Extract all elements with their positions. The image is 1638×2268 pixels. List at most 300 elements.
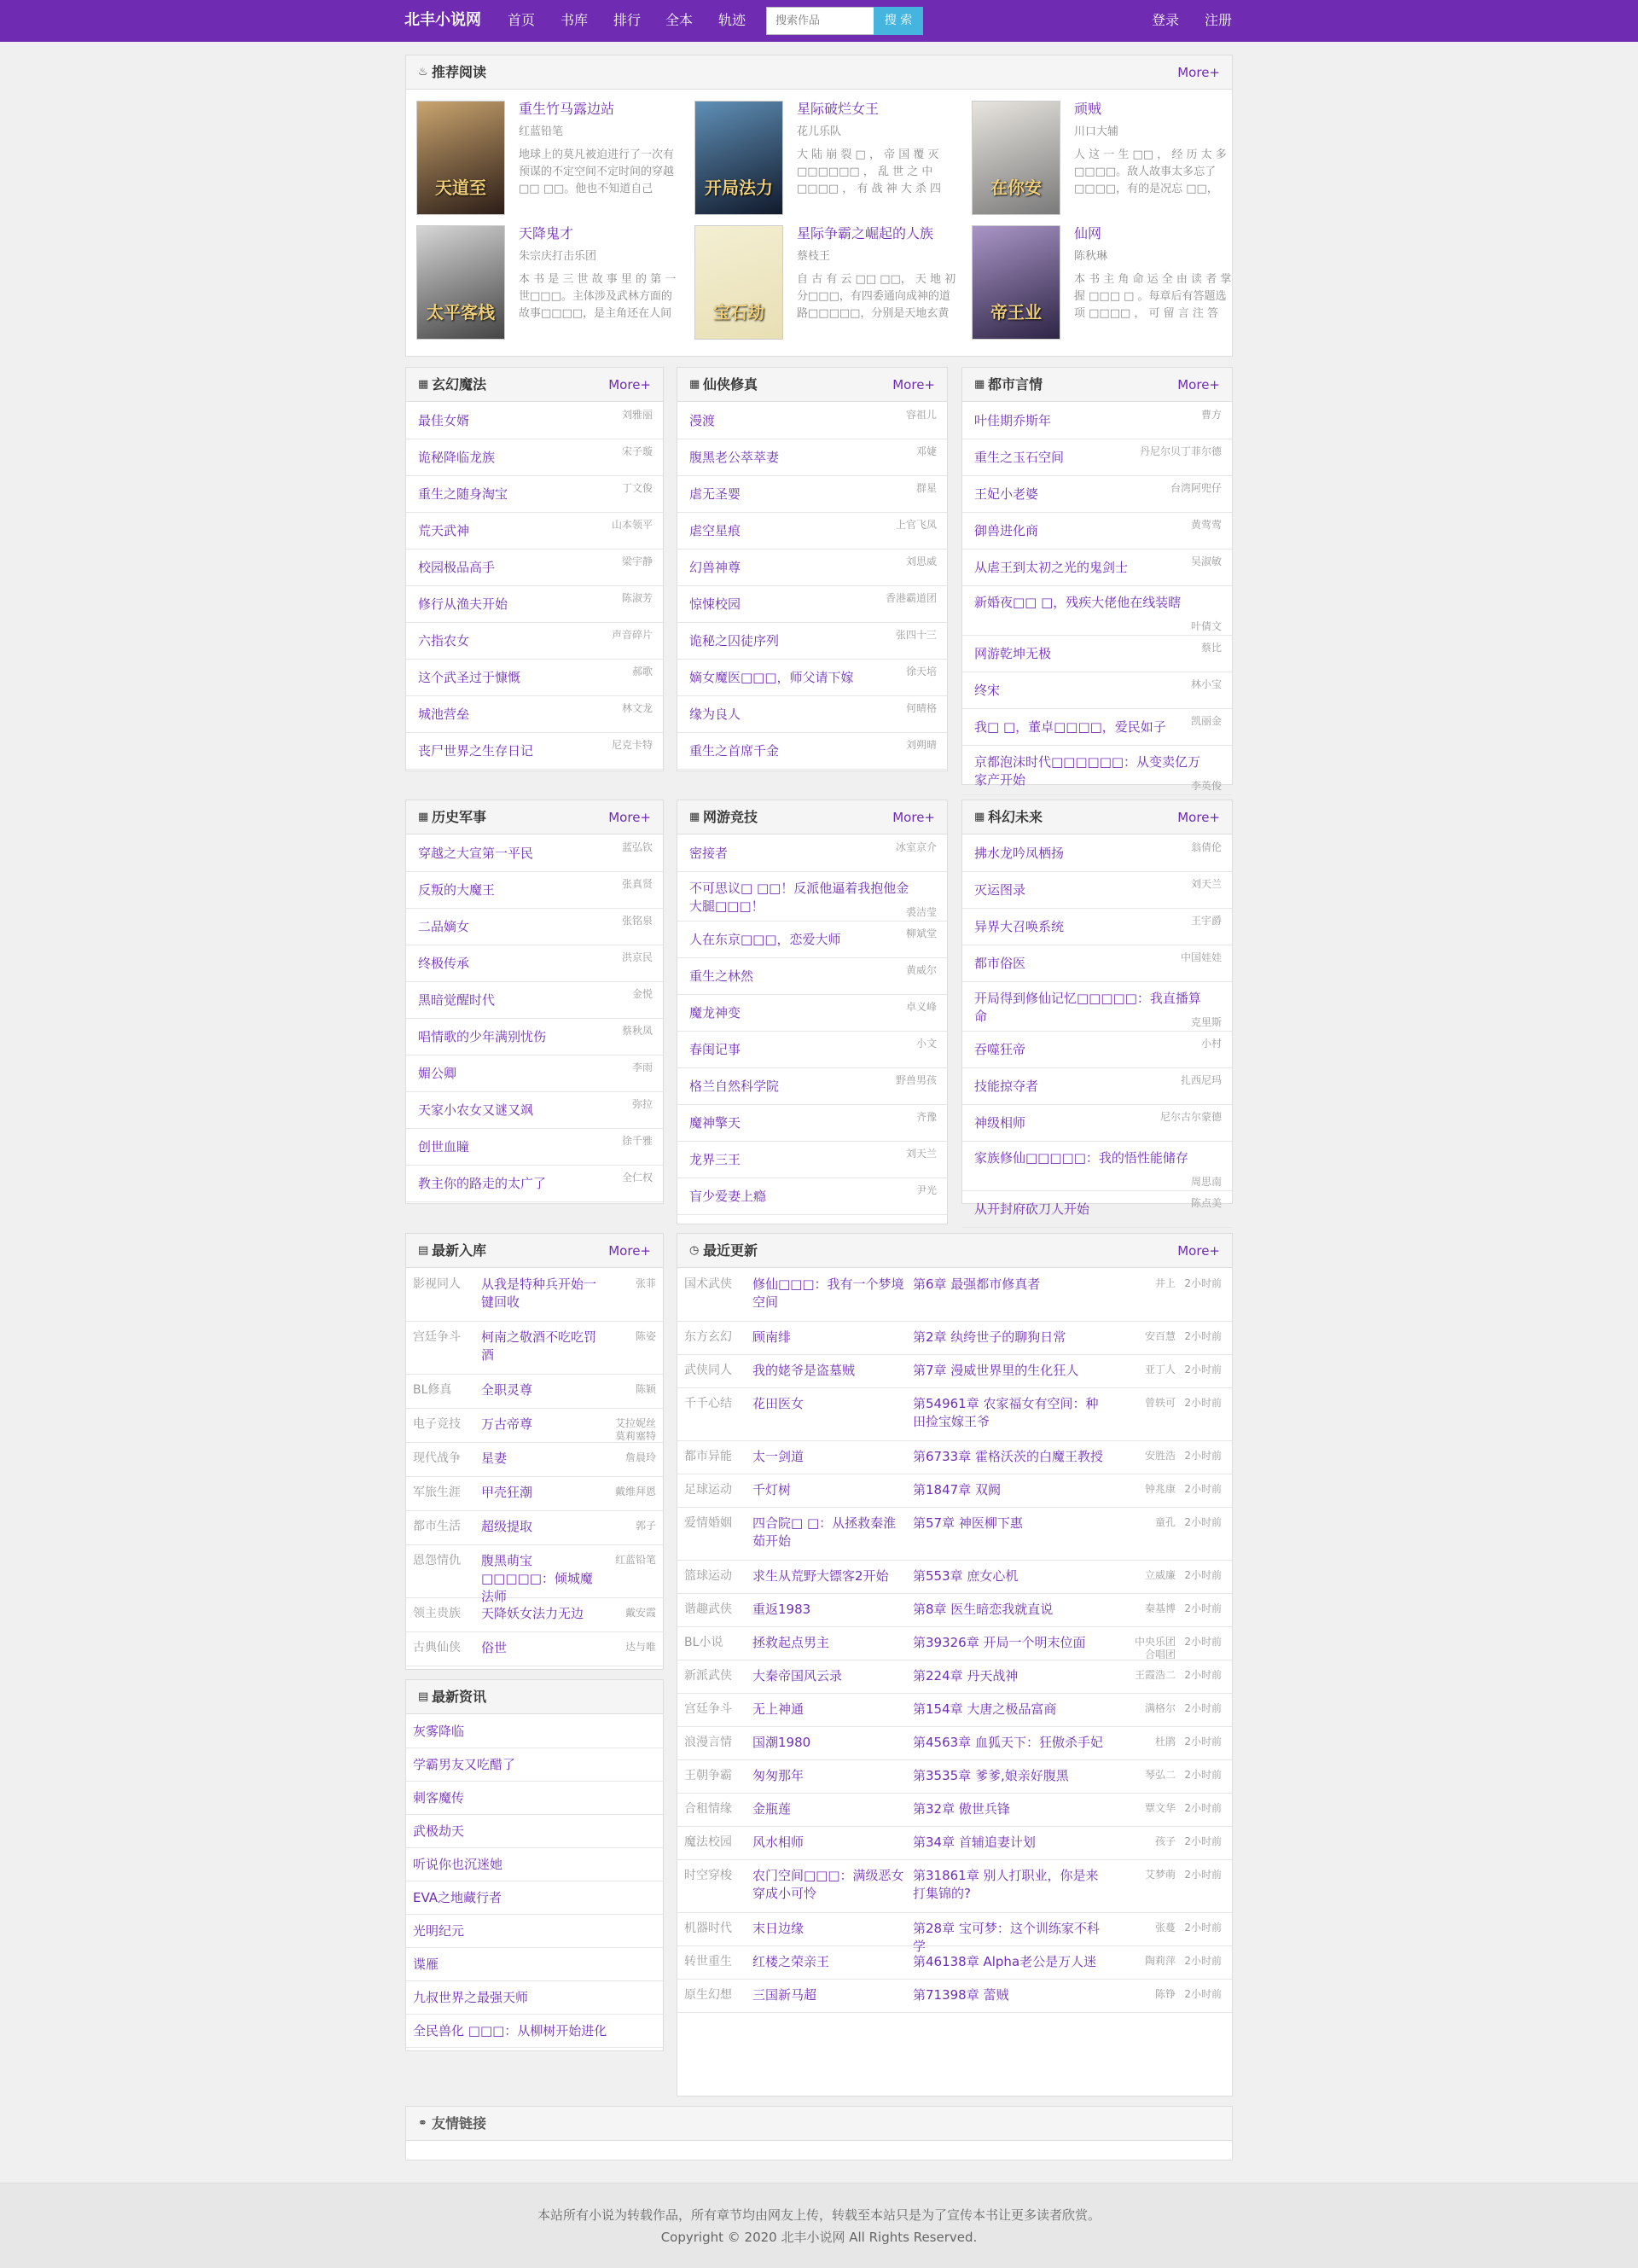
nav-completed[interactable]: 全本 [665, 12, 694, 28]
book-title-link[interactable]: 重生之随身淘宝 [418, 486, 508, 502]
book-title-link[interactable]: 春闺记事 [689, 1042, 741, 1057]
list-item[interactable] [962, 513, 1232, 550]
list-item[interactable] [962, 1032, 1232, 1068]
list-item[interactable] [677, 1178, 947, 1215]
book-card[interactable] [694, 101, 962, 215]
more-link[interactable]: More+ [608, 377, 651, 393]
list-item[interactable] [406, 1598, 663, 1632]
list-item[interactable] [406, 403, 663, 439]
book-title-link[interactable]: 大秦帝国风云录 [752, 1668, 843, 1684]
book-title-link[interactable]: 风水相师 [752, 1835, 804, 1850]
book-title-link[interactable]: 三国新马超 [752, 1987, 817, 2003]
category-label[interactable]: BL修真 [413, 1383, 452, 1397]
category-label[interactable]: 影视同人 [413, 1277, 461, 1291]
category-label[interactable]: 军旅生涯 [413, 1486, 461, 1499]
book-title-link[interactable]: 都市俗医 [974, 956, 1026, 971]
book-title-link[interactable]: 御兽进化商 [974, 523, 1039, 538]
book-title-link[interactable]: 反叛的大魔王 [418, 882, 496, 898]
book-title-link[interactable]: 最佳女婿 [418, 413, 470, 428]
book-title-link[interactable]: 王妃小老婆 [974, 486, 1039, 502]
book-title-link[interactable]: 重生之林然 [689, 968, 754, 984]
chapter-link[interactable]: 第28章 宝可梦：这个训练家不科学 [913, 1921, 1100, 1954]
book-title-link[interactable]: 人在东京□□□，恋爱大师 [689, 932, 841, 947]
book-author: 红蓝铅笔 [519, 125, 564, 138]
category-label[interactable]: 新派武侠 [684, 1669, 732, 1683]
book-author: 刘思威 [905, 555, 937, 567]
book-author: 王宇爵 [1190, 915, 1222, 927]
list-item[interactable] [406, 1019, 663, 1055]
book-title-link[interactable]: 校园极品高手 [418, 560, 496, 575]
category-label[interactable]: 浪漫言情 [684, 1736, 732, 1749]
list-item[interactable] [677, 1105, 947, 1142]
book-title-link[interactable]: 顾南绯 [752, 1329, 792, 1345]
list-item[interactable] [677, 1508, 1232, 1561]
list-item[interactable] [962, 1142, 1232, 1191]
book-title-link[interactable]: 拂水龙吟凤栖扬 [974, 846, 1065, 861]
list-item[interactable] [406, 982, 663, 1019]
news-title-link[interactable]: 学霸男友又吃醋了 [413, 1757, 516, 1772]
book-title-link[interactable]: 红楼之荣亲王 [752, 1954, 830, 1969]
book-title-link[interactable]: 我的姥爷是盗墓贼 [752, 1363, 856, 1378]
panel-title: 推荐阅读 [432, 64, 487, 80]
news-item[interactable] [406, 1815, 663, 1848]
category-label[interactable]: 都市异能 [684, 1450, 732, 1463]
chapter-link[interactable]: 第154章 大唐之极品富商 [913, 1701, 1057, 1717]
book-title-link[interactable]: 国潮1980 [752, 1735, 811, 1750]
news-title-link[interactable]: 刺客魔传 [413, 1790, 465, 1806]
category-label[interactable]: 宫廷争斗 [684, 1702, 732, 1716]
list-item[interactable] [962, 909, 1232, 945]
book-card[interactable] [972, 101, 1240, 215]
book-title-link[interactable]: 天家小农女又谜又飒 [418, 1102, 534, 1118]
category-label[interactable]: 时空穿梭 [684, 1869, 732, 1882]
book-title-link[interactable]: 魔龙神变 [689, 1005, 741, 1021]
book-cover[interactable] [416, 225, 505, 340]
list-item[interactable] [677, 1388, 1232, 1441]
chapter-link[interactable]: 第553章 庶女心机 [913, 1568, 1019, 1584]
book-title-link[interactable]: 求生从荒野大镖客2开始 [752, 1568, 889, 1584]
list-item[interactable] [962, 1068, 1232, 1105]
book-title-link[interactable]: 荒天武神 [418, 523, 470, 538]
list-item[interactable] [962, 982, 1232, 1032]
list-item[interactable] [962, 672, 1232, 709]
book-title-link[interactable]: 城池营垒 [418, 707, 470, 722]
book-title-link[interactable]: 金瓶莲 [752, 1801, 792, 1817]
list-item[interactable] [962, 709, 1232, 746]
book-cover[interactable] [694, 101, 783, 215]
book-title-link[interactable]: 媚公卿 [418, 1066, 457, 1081]
book-author: 群星 [915, 482, 937, 494]
book-title-link[interactable]: 超级提取 [481, 1519, 533, 1534]
list-item[interactable] [677, 1794, 1232, 1827]
category-label[interactable]: 千千心结 [684, 1397, 732, 1410]
list-item[interactable] [677, 1142, 947, 1178]
book-author: 郭子 [635, 1520, 656, 1532]
chapter-link[interactable]: 第1847章 双阙 [913, 1482, 1001, 1497]
more-link[interactable]: More+ [1177, 1243, 1220, 1259]
search-button[interactable]: 搜 索 [874, 7, 923, 35]
book-title-link[interactable]: 黑暗觉醒时代 [418, 992, 496, 1008]
book-title-link[interactable]: 漫渡 [689, 413, 716, 428]
list-item[interactable] [406, 1477, 663, 1511]
news-title-link[interactable]: 灰雾降临 [413, 1724, 465, 1739]
list-item[interactable] [406, 439, 663, 476]
list-item[interactable] [677, 1913, 1232, 1954]
nav-history[interactable]: 轨迹 [718, 12, 746, 28]
book-title-link[interactable]: 神级相师 [974, 1115, 1026, 1131]
book-title-link[interactable]: 从我是特种兵开始一键回收 [481, 1276, 597, 1310]
more-link[interactable]: More+ [892, 377, 935, 393]
book-title[interactable]: 仙网 [1074, 225, 1102, 241]
book-title-link[interactable]: 诡秘降临龙族 [418, 450, 496, 465]
list-item[interactable] [677, 1860, 1232, 1913]
register-link[interactable]: 注册 [1205, 12, 1233, 28]
list-item[interactable] [677, 835, 947, 872]
category-label[interactable]: 宫廷争斗 [413, 1330, 461, 1344]
book-title-link[interactable]: 匆匆那年 [752, 1768, 804, 1783]
category-label[interactable]: 爱情婚姻 [684, 1516, 732, 1530]
news-title-link[interactable]: 武极劫天 [413, 1823, 465, 1839]
list-item[interactable] [677, 1068, 947, 1105]
list-item[interactable] [677, 476, 947, 513]
book-title-link[interactable]: 龙界三王 [689, 1152, 741, 1167]
list-item[interactable] [677, 1322, 1232, 1355]
category-label[interactable]: 现代战争 [413, 1451, 461, 1465]
book-card[interactable] [416, 101, 684, 215]
chapter-link[interactable]: 第54961章 农家福女有空间：种田捡宝嫁王爷 [913, 1396, 1099, 1429]
chapter-link[interactable]: 第6733章 霍格沃茨的白魔王教授 [913, 1449, 1103, 1464]
list-item[interactable] [677, 439, 947, 476]
list-item[interactable] [962, 586, 1232, 636]
book-title-link[interactable]: 从开封府砍刀人开始 [974, 1201, 1090, 1217]
news-title-link[interactable]: 听说你也沉迷她 [413, 1857, 503, 1872]
chapter-link[interactable]: 第7章 漫威世界里的生化狂人 [913, 1363, 1079, 1378]
site-logo[interactable]: 北丰小说网 [404, 11, 481, 29]
news-item[interactable] [406, 1881, 663, 1915]
book-title-link[interactable]: 修仙□□□：我有一个梦境空间 [752, 1276, 904, 1310]
chapter-link[interactable]: 第34章 首辅追妻计划 [913, 1835, 1036, 1850]
book-title[interactable]: 顽贼 [1074, 101, 1102, 117]
book-title-link[interactable]: 腹黑萌宝□□□□□：倾城魔法师 [481, 1553, 593, 1604]
book-title-link[interactable]: 盲少爱妻上瘾 [689, 1189, 767, 1204]
list-item[interactable] [677, 586, 947, 623]
chapter-link[interactable]: 第2章 纨绔世子的聊狗日常 [913, 1329, 1066, 1345]
category-label[interactable]: 恩怨情仇 [413, 1554, 461, 1567]
book-title-link[interactable]: 缘为良人 [689, 707, 741, 722]
book-title-link[interactable]: 四合院□ □：从拯救秦淮茹开始 [752, 1515, 897, 1549]
book-title-link[interactable]: 幻兽神尊 [689, 560, 741, 575]
news-item[interactable] [406, 1948, 663, 1981]
list-item[interactable] [962, 636, 1232, 672]
list-item[interactable] [406, 660, 663, 696]
book-title-link[interactable]: 天降妖女法力无边 [481, 1606, 584, 1621]
list-item[interactable] [406, 623, 663, 660]
book-title-link[interactable]: 唱情歌的少年满别忧伤 [418, 1029, 547, 1044]
book-title-link[interactable]: 虐无圣婴 [689, 486, 741, 502]
list-item[interactable] [406, 1129, 663, 1166]
book-title-link[interactable]: 密接者 [689, 846, 729, 861]
list-item[interactable] [406, 1545, 663, 1604]
list-item[interactable] [406, 1511, 663, 1545]
list-item[interactable] [406, 909, 663, 945]
chapter-link[interactable]: 第32章 傲世兵锋 [913, 1801, 1010, 1817]
category-label[interactable]: 合租情缘 [684, 1802, 732, 1816]
more-link[interactable]: More+ [608, 810, 651, 825]
chapter-link[interactable]: 第57章 神医柳下惠 [913, 1515, 1023, 1531]
book-title-link[interactable]: 终极传承 [418, 956, 470, 971]
book-cover[interactable] [694, 225, 783, 340]
book-title-link[interactable]: 万古帝尊 [481, 1416, 533, 1432]
book-cover[interactable] [972, 101, 1060, 215]
chapter-link[interactable]: 第3535章 爹爹,娘亲好腹黑 [913, 1768, 1069, 1783]
list-item[interactable] [677, 1727, 1232, 1760]
book-title-link[interactable]: 俗世 [481, 1640, 508, 1655]
category-label[interactable]: 电子竞技 [413, 1417, 461, 1431]
book-title-link[interactable]: 嫡女魔医□□□，师父请下嫁 [689, 670, 854, 685]
list-item[interactable] [406, 1375, 663, 1409]
list-item[interactable] [406, 945, 663, 982]
list-item[interactable] [677, 1441, 1232, 1474]
list-item[interactable] [677, 696, 947, 733]
news-item[interactable] [406, 1715, 663, 1748]
book-cover[interactable] [416, 101, 505, 215]
list-item[interactable] [677, 660, 947, 696]
book-title-link[interactable]: 重生之玉石空间 [974, 450, 1065, 465]
book-title-link[interactable]: 修行从渔夫开始 [418, 596, 508, 612]
book-title[interactable]: 星际争霸之崛起的人族 [797, 225, 934, 241]
book-title-link[interactable]: 重返1983 [752, 1602, 811, 1617]
list-item[interactable] [406, 1322, 663, 1375]
news-item[interactable] [406, 2015, 663, 2048]
more-link[interactable]: More+ [892, 810, 935, 825]
book-title-link[interactable]: 叶佳期乔斯年 [974, 413, 1052, 428]
book-title[interactable]: 天降鬼才 [519, 225, 574, 241]
list-item[interactable] [962, 403, 1232, 439]
list-item[interactable] [406, 586, 663, 623]
chapter-link[interactable]: 第8章 医生暗恋我就直说 [913, 1602, 1054, 1617]
list-item[interactable] [406, 696, 663, 733]
book-author: 卓义峰 [905, 1001, 937, 1013]
book-title-link[interactable]: 太一剑道 [752, 1449, 804, 1464]
book-title-link[interactable]: 异界大召唤系统 [974, 919, 1065, 934]
book-title[interactable]: 重生竹马露边站 [519, 101, 615, 117]
book-author: 陈姿 [635, 1330, 656, 1342]
list-item[interactable] [406, 733, 663, 770]
list-item[interactable] [406, 1166, 663, 1202]
list-item[interactable] [406, 550, 663, 586]
list-item[interactable] [677, 1594, 1232, 1627]
book-title-link[interactable]: 末日边缘 [752, 1921, 804, 1936]
more-link[interactable]: More+ [608, 1243, 651, 1259]
list-item[interactable] [677, 1827, 1232, 1860]
nav-ranking[interactable]: 排行 [613, 12, 642, 28]
book-title-link[interactable]: 农门空间□□□：满级恶女穿成小可怜 [752, 1868, 904, 1901]
list-item[interactable] [677, 1269, 1232, 1322]
list-item[interactable] [677, 1355, 1232, 1388]
list-item[interactable] [962, 746, 1232, 795]
chapter-link[interactable]: 第31861章 别人打职业，你是来打集锦的? [913, 1868, 1099, 1901]
category-label[interactable]: 王朝争霸 [684, 1769, 732, 1782]
list-item[interactable] [406, 1269, 663, 1322]
book-title-link[interactable]: 无上神通 [752, 1701, 804, 1717]
book-title-link[interactable]: 灭运图录 [974, 882, 1026, 898]
list-item[interactable] [677, 1627, 1232, 1660]
category-label[interactable]: 篮球运动 [684, 1569, 732, 1583]
list-item[interactable] [677, 1694, 1232, 1727]
book-cover[interactable] [972, 225, 1060, 340]
list-item[interactable] [677, 550, 947, 586]
more-link[interactable]: More+ [1177, 810, 1220, 825]
book-title-link[interactable]: 家族修仙□□□□□：我的悟性能储存 [974, 1150, 1188, 1166]
book-title[interactable]: 星际破烂女王 [797, 101, 880, 117]
category-label[interactable]: 机器时代 [684, 1922, 732, 1935]
nav-library[interactable]: 书库 [561, 12, 589, 28]
news-item[interactable] [406, 1748, 663, 1782]
book-title-link[interactable]: 千灯树 [752, 1482, 792, 1497]
news-title-link[interactable]: 全民兽化 □□□：从柳树开始进化 [413, 2023, 607, 2038]
list-item[interactable] [677, 1760, 1232, 1794]
list-item[interactable] [962, 550, 1232, 586]
news-item[interactable] [406, 1848, 663, 1881]
news-title-link[interactable]: EVA之地藏行者 [413, 1890, 502, 1905]
list-item[interactable] [962, 872, 1232, 909]
list-item[interactable] [677, 872, 947, 922]
search-input[interactable] [766, 7, 874, 35]
book-title-link[interactable]: 六指农女 [418, 633, 470, 648]
list-item[interactable] [406, 1632, 663, 1666]
news-item[interactable] [406, 1915, 663, 1948]
book-title-link[interactable]: 虐空星痕 [689, 523, 741, 538]
list-item[interactable] [406, 872, 663, 909]
book-title-link[interactable]: 腹黑老公萃萃妻 [689, 450, 780, 465]
book-title-link[interactable]: 开局得到修仙记忆□□□□□：我直播算命 [974, 991, 1201, 1024]
book-card[interactable] [972, 225, 1240, 340]
book-title-link[interactable]: 不可思议□ □□！反派他逼着我抱他金大腿□□□！ [689, 881, 909, 914]
list-item[interactable] [677, 623, 947, 660]
book-title-link[interactable]: 二品嫡女 [418, 919, 470, 934]
list-item[interactable] [406, 513, 663, 550]
list-item[interactable] [962, 835, 1232, 872]
list-item[interactable] [677, 1980, 1232, 2013]
book-title-link[interactable]: 格兰自然科学院 [689, 1079, 780, 1094]
list-item[interactable] [677, 1561, 1232, 1594]
category-label[interactable]: 武侠同人 [684, 1364, 732, 1377]
list-item[interactable] [962, 476, 1232, 513]
book-title-link[interactable]: 我□ □，董卓□□□□，爱民如子 [974, 719, 1166, 735]
list-item[interactable] [406, 476, 663, 513]
book-title-link[interactable]: 诡秘之囚徒序列 [689, 633, 780, 648]
category-label[interactable]: 领主贵族 [413, 1607, 461, 1620]
book-author: 梁宇静 [621, 555, 653, 567]
book-card[interactable] [694, 225, 962, 340]
category-label[interactable]: 魔法校园 [684, 1835, 732, 1849]
book-title-link[interactable]: 穿越之大宣第一平民 [418, 846, 534, 861]
login-link[interactable]: 登录 [1152, 12, 1180, 28]
list-item[interactable] [677, 733, 947, 770]
news-title-link[interactable]: 谍雁 [413, 1957, 439, 1972]
book-title-link[interactable]: 魔神擎天 [689, 1115, 741, 1131]
list-item[interactable] [677, 958, 947, 995]
book-author: 刘朔晴 [905, 739, 937, 751]
book-title-link[interactable]: 星妻 [481, 1451, 508, 1466]
list-item[interactable] [677, 922, 947, 958]
book-title-link[interactable]: 京都泡沫时代□□□□□□：从变卖亿万家产开始 [974, 754, 1201, 788]
book-title-link[interactable]: 这个武圣过于慷慨 [418, 670, 521, 685]
chapter-link[interactable]: 第46138章 Alpha老公是万人迷 [913, 1954, 1097, 1969]
list-item[interactable] [677, 403, 947, 439]
book-title-link[interactable]: 柯南之敬酒不吃吃罚酒 [481, 1329, 597, 1363]
chapter-link[interactable]: 第4563章 血狐天下：狂傲杀手妃 [913, 1735, 1103, 1750]
book-title-link[interactable]: 丧尸世界之生存日记 [418, 743, 534, 759]
list-item[interactable] [677, 1946, 1232, 1980]
category-label[interactable]: 都市生活 [413, 1520, 461, 1533]
book-title-link[interactable]: 从虐王到太初之光的鬼剑士 [974, 560, 1129, 575]
book-title-link[interactable]: 技能掠夺者 [974, 1079, 1039, 1094]
list-item[interactable] [962, 1191, 1232, 1228]
list-item[interactable] [677, 1660, 1232, 1694]
footer [0, 2183, 1638, 2268]
list-item[interactable] [406, 1443, 663, 1477]
chapter-link[interactable]: 第6章 最强都市修真者 [913, 1276, 1041, 1292]
list-item[interactable] [677, 1032, 947, 1068]
category-label[interactable]: 国术武侠 [684, 1277, 732, 1291]
category-label[interactable]: 转世重生 [684, 1955, 732, 1969]
book-title-link[interactable]: 吞噬狂帝 [974, 1042, 1026, 1057]
news-title-link[interactable]: 九叔世界之最强天师 [413, 1990, 529, 2005]
news-item[interactable] [406, 1981, 663, 2015]
list-item[interactable] [406, 1409, 663, 1443]
list-item[interactable] [962, 1105, 1232, 1142]
category-label[interactable]: 原生幻想 [684, 1988, 732, 2002]
category-label[interactable]: 古典仙侠 [413, 1641, 461, 1654]
chapter-link[interactable]: 第224章 丹天战神 [913, 1668, 1019, 1684]
chapter-link[interactable]: 第71398章 蕾贼 [913, 1987, 1009, 2003]
more-link[interactable]: More+ [1177, 65, 1220, 80]
news-item[interactable] [406, 1782, 663, 1815]
category-label[interactable]: 东方玄幻 [684, 1330, 732, 1344]
book-title-link[interactable]: 教主你的路走的太广了 [418, 1176, 547, 1191]
category-label[interactable]: BL小说 [684, 1636, 723, 1649]
list-item[interactable] [962, 945, 1232, 982]
panel-title: 网游竞技 [703, 809, 758, 825]
list-item[interactable] [677, 513, 947, 550]
book-title-link[interactable]: 甲壳狂潮 [481, 1485, 533, 1500]
list-item[interactable] [677, 995, 947, 1032]
list-item[interactable] [962, 439, 1232, 476]
chapter-link[interactable]: 第39326章 开局一个明末位面 [913, 1635, 1086, 1650]
book-title-link[interactable]: 惊悚校园 [689, 596, 741, 612]
more-link[interactable]: More+ [1177, 377, 1220, 393]
book-title-link[interactable]: 创世血瞳 [418, 1139, 470, 1154]
book-card[interactable] [416, 225, 684, 340]
book-title-link[interactable]: 重生之首席千金 [689, 743, 780, 759]
book-title-link[interactable]: 新婚夜□□ □，残疾大佬他在线装瞎 [974, 595, 1182, 610]
book-title-link[interactable]: 拯救起点男主 [752, 1635, 830, 1650]
category-label[interactable]: 谐趣武侠 [684, 1602, 732, 1616]
list-item[interactable] [406, 1092, 663, 1129]
book-title-link[interactable]: 网游乾坤无极 [974, 646, 1052, 661]
news-title-link[interactable]: 光明纪元 [413, 1923, 465, 1939]
category-label[interactable]: 足球运动 [684, 1483, 732, 1497]
nav-home[interactable]: 首页 [508, 12, 536, 28]
book-title-link[interactable]: 终宋 [974, 683, 1001, 698]
list-item[interactable] [677, 1474, 1232, 1508]
list-item[interactable] [406, 1055, 663, 1092]
book-title-link[interactable]: 花田医女 [752, 1396, 804, 1411]
list-item[interactable] [406, 835, 663, 872]
book-title-link[interactable]: 全职灵尊 [481, 1382, 533, 1398]
book-author: 钟兆康 [1144, 1483, 1176, 1495]
